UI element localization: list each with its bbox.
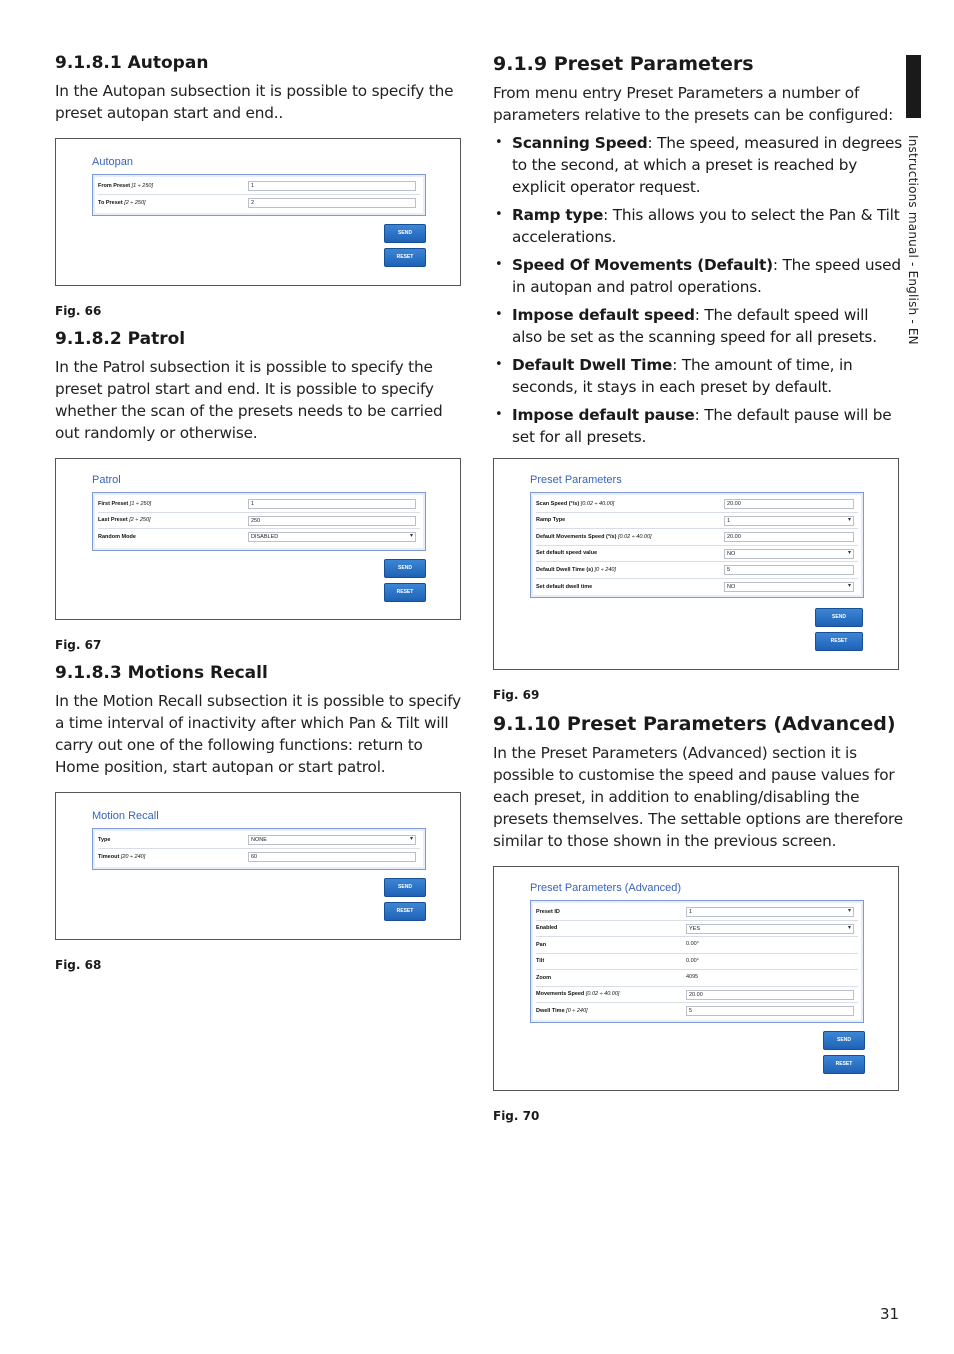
row-label: Enabled <box>536 925 558 932</box>
form-row-default-movements-speed <box>536 529 858 546</box>
preset-parameters-screenshot <box>493 458 899 670</box>
preset-advanced-form <box>530 900 864 1023</box>
row-range: [2 ÷ 250] <box>129 517 151 524</box>
row-label: Last Preset <box>98 517 128 524</box>
form-row-movements-speed <box>536 987 858 1004</box>
autopan-heading: 9.1.8.1 Autopan <box>55 53 209 73</box>
timeout-input[interactable]: 60 <box>248 852 416 862</box>
fig-70-caption: Fig. 70 <box>493 1109 540 1123</box>
default-movements-speed-input[interactable]: 20.00 <box>724 532 854 542</box>
row-label: Set default speed value <box>536 550 598 557</box>
preset-advanced-screenshot <box>493 866 899 1091</box>
random-mode-select[interactable]: DISABLED ▾ <box>248 532 416 542</box>
advanced-text: In the Preset Parameters (Advanced) section it is possible to customise the speed and pause values for each preset, in addition to enabling/disabling the presets themselves. The settable options are therefore similar to those shown in the previous screen. <box>493 744 903 850</box>
form-row-timeout <box>98 849 420 866</box>
row-label: Type <box>98 836 111 843</box>
form-row-last-preset <box>98 513 420 530</box>
form-row-to-preset <box>98 195 420 212</box>
autopan-screenshot <box>55 138 461 286</box>
row-label: Pan <box>536 941 547 948</box>
row-label: Timeout <box>98 853 120 860</box>
bullet-desc: : The default speed will also be set as the scanning speed for all presets. <box>512 306 877 346</box>
patrol-text: In the Patrol subsection it is possible to specify the preset patrol start and end. It is possible to specify whether the scan of the presets needs to be carried out randomly or otherwise. <box>55 358 443 442</box>
list-item <box>493 204 903 248</box>
row-range: [2 ÷ 250] <box>124 199 146 206</box>
preset-id-select[interactable]: 1 ▾ <box>686 907 854 917</box>
type-select[interactable]: NONE ▾ <box>248 835 416 845</box>
reset-button[interactable]: RESET <box>815 632 863 651</box>
advanced-heading: 9.1.10 Preset Parameters (Advanced) <box>493 713 896 735</box>
chapter-tab-marker <box>906 55 921 118</box>
form-row-set-default-dwell <box>536 579 858 596</box>
pan-value: 0.00° <box>686 941 699 947</box>
reset-button[interactable]: RESET <box>823 1055 865 1074</box>
default-dwell-time-input[interactable]: 5 <box>724 565 854 575</box>
fig-66-caption: Fig. 66 <box>55 304 102 318</box>
list-item <box>493 404 903 448</box>
form-row-first-preset <box>98 496 420 513</box>
zoom-value: 4095 <box>686 974 699 980</box>
row-range: [0.02 ÷ 40.00] <box>617 533 652 540</box>
preset-parameters-panel-title: Preset Parameters <box>530 474 622 486</box>
form-row-preset-id <box>536 904 858 921</box>
left-column <box>55 52 465 982</box>
row-label: Tilt <box>536 958 545 965</box>
movements-speed-input[interactable]: 20.00 <box>686 990 854 1000</box>
row-label: Zoom <box>536 974 551 981</box>
from-preset-input[interactable]: 1 <box>248 181 416 191</box>
preset-bullet-list <box>493 132 903 448</box>
send-button[interactable]: SEND <box>384 559 426 578</box>
bullet-term: Scanning Speed <box>512 134 648 152</box>
form-row-type <box>98 832 420 849</box>
motion-recall-screenshot <box>55 792 461 940</box>
bullet-term: Speed Of Movements (Default) <box>512 256 773 274</box>
list-item <box>493 254 903 298</box>
list-item <box>493 304 903 348</box>
row-range: [1 ÷ 250] <box>129 500 152 507</box>
enabled-select[interactable]: YES ▾ <box>686 924 854 934</box>
form-row-scan-speed <box>536 496 858 513</box>
patrol-form <box>92 492 426 551</box>
preset-heading: 9.1.9 Preset Parameters <box>493 53 754 75</box>
form-row-set-default-speed <box>536 546 858 563</box>
row-label: Random Mode <box>98 534 136 541</box>
form-row-dwell-time <box>536 1003 858 1020</box>
manual-side-label: Instructions manual - English - EN <box>906 135 920 345</box>
row-label: Ramp Type <box>536 517 566 524</box>
send-button[interactable]: SEND <box>384 224 426 243</box>
row-range: [0 ÷ 240] <box>594 566 616 573</box>
autopan-panel-title: Autopan <box>92 156 133 168</box>
send-button[interactable]: SEND <box>815 608 863 627</box>
patrol-heading: 9.1.8.2 Patrol <box>55 329 186 349</box>
row-label: From Preset <box>98 182 131 189</box>
reset-button[interactable]: RESET <box>384 248 426 267</box>
to-preset-input[interactable]: 2 <box>248 198 416 208</box>
right-column <box>493 52 903 1133</box>
last-preset-input[interactable]: 250 <box>248 516 416 526</box>
form-row-pan <box>536 937 858 954</box>
row-label: Default Dwell Time (s) <box>536 566 594 573</box>
row-range: [0 ÷ 240] <box>566 1008 588 1015</box>
bullet-desc: : This allows you to select the Pan & Tilt accelerations. <box>512 206 900 246</box>
row-label: First Preset <box>98 500 129 507</box>
list-item <box>493 354 903 398</box>
patrol-panel-title: Patrol <box>92 474 121 486</box>
row-label: Default Movements Speed (°/s) <box>536 533 617 540</box>
bullet-desc: : The default pause will be set for all presets. <box>512 406 892 446</box>
bullet-term: Ramp type <box>512 206 604 224</box>
row-label: Scan Speed (°/s) <box>536 500 580 507</box>
preset-text: From menu entry Preset Parameters a number of parameters relative to the presets can be configured: <box>493 84 894 124</box>
send-button[interactable]: SEND <box>384 878 426 897</box>
row-range: [0.02 ÷ 40.00] <box>585 991 620 998</box>
form-row-tilt <box>536 954 858 971</box>
form-row-zoom <box>536 970 858 987</box>
set-default-dwell-select[interactable]: NO ▾ <box>724 582 854 592</box>
first-preset-input[interactable]: 1 <box>248 499 416 509</box>
autopan-form <box>92 174 426 216</box>
motions-heading: 9.1.8.3 Motions Recall <box>55 663 268 683</box>
form-row-random-mode <box>98 529 420 546</box>
row-label: Dwell Time <box>536 1008 565 1015</box>
send-button[interactable]: SEND <box>823 1031 865 1050</box>
list-item <box>493 132 903 198</box>
bullet-desc: : The amount of time, in seconds, it stays in each preset by default. <box>512 356 853 396</box>
motion-recall-panel-title: Motion Recall <box>92 810 159 822</box>
motions-text: In the Motion Recall subsection it is possible to specify a time interval of inactivity after which Pan & Tilt will carry out one of the following functions: return to Home position, start autopan or start patrol. <box>55 692 462 776</box>
row-label: Movements Speed <box>536 991 585 998</box>
fig-67-caption: Fig. 67 <box>55 638 102 652</box>
form-row-ramp-type <box>536 513 858 530</box>
patrol-screenshot <box>55 458 461 620</box>
form-row-from-preset <box>98 178 420 195</box>
row-range: [0.02 ÷ 40.00] <box>580 500 615 507</box>
fig-68-caption: Fig. 68 <box>55 958 102 972</box>
fig-69-caption: Fig. 69 <box>493 688 540 702</box>
set-default-speed-select[interactable]: NO ▾ <box>724 549 854 559</box>
form-row-enabled <box>536 921 858 938</box>
tilt-value: 0.00° <box>686 957 699 964</box>
row-range: [20 ÷ 240] <box>120 853 146 860</box>
page-number: 31 <box>880 1305 900 1323</box>
row-range: [1 ÷ 250] <box>131 182 154 189</box>
reset-button[interactable]: RESET <box>384 902 426 921</box>
row-label: Preset ID <box>536 908 560 915</box>
ramp-type-select[interactable]: 1 ▾ <box>724 516 854 526</box>
bullet-desc: : The speed used in autopan and patrol operations. <box>512 256 901 296</box>
preset-parameters-form <box>530 492 864 598</box>
reset-button[interactable]: RESET <box>384 583 426 602</box>
row-label: Set default dwell time <box>536 583 593 590</box>
form-row-default-dwell-time <box>536 562 858 579</box>
row-label: To Preset <box>98 199 123 206</box>
dwell-time-input[interactable]: 5 <box>686 1006 854 1016</box>
preset-advanced-panel-title: Preset Parameters (Advanced) <box>530 882 682 894</box>
bullet-term: Impose default pause <box>512 406 695 424</box>
bullet-term: Impose default speed <box>512 306 695 324</box>
scan-speed-input[interactable]: 20.00 <box>724 499 854 509</box>
bullet-term: Default Dwell Time <box>512 356 673 374</box>
autopan-text: In the Autopan subsection it is possible to specify the preset autopan start and end.. <box>55 82 454 122</box>
bullet-desc: : The speed, measured in degrees to the second, at which a preset is reached by explicit operator request. <box>512 134 903 196</box>
motion-recall-form <box>92 828 426 870</box>
